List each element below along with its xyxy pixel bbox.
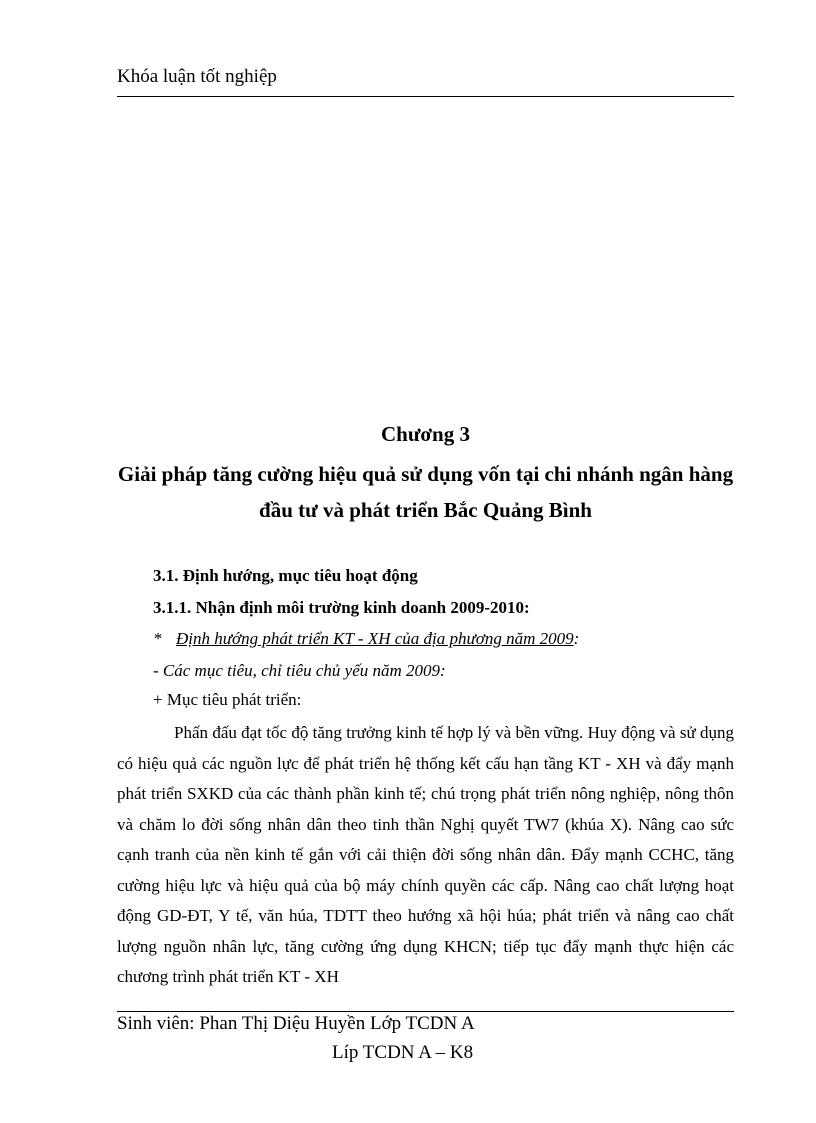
running-header: Khóa luận tốt nghiệp bbox=[117, 66, 277, 87]
chapter-number: Chương 3 bbox=[380, 422, 470, 446]
footer-student: Sinh viên: Phan Thị Diệu Huyền Lớp TCDN A bbox=[117, 1013, 475, 1034]
section-heading-3-1: 3.1. Định hướng, mục tiêu hoạt động bbox=[153, 566, 418, 585]
orientation-colon: : bbox=[573, 629, 580, 648]
orientation-bullet bbox=[153, 629, 579, 649]
chapter-title: Giải pháp tăng cường hiệu quả sử dụng vốn tại chi nhánh ngân hàng đầu tư và phát triển Bắc Quảng Bình bbox=[117, 462, 734, 522]
footer-class: Líp TCDN A – K8 bbox=[332, 1042, 474, 1063]
header-divider bbox=[117, 96, 734, 97]
targets-heading: - Các mục tiêu, chỉ tiêu chủ yếu năm 2009: bbox=[153, 661, 446, 680]
section-heading-3-1-1: 3.1.1. Nhận định môi trường kinh doanh 2009-2010: bbox=[153, 598, 530, 617]
development-goal-heading: + Mục tiêu phát triển: bbox=[153, 690, 302, 709]
body-paragraph: Phấn đấu đạt tốc độ tăng trưởng kinh tế hợp lý và bền vững. Huy động và sử dụng có hiệu quả các nguồn lực để phát triển hệ thống kết cấu hạn tầng KT - XH và đẩy mạnh phát triển SXKD của các thành phần kinh tế; chú trọng phát triển nông nghiệp, nông thôn và chăm lo đời sống nhân dân theo tinh thần Nghị quyết TW7 (khúa X). Nâng cao sức cạnh tranh của nền kinh tế gắn với cải thiện đời sống nhân dân. Đẩy mạnh CCHC, tăng cường hiệu lực và hiệu quả của bộ máy chính quyền các cấp. Nâng cao chất lượng hoạt động GD-ĐT, Y tế, văn húa, TDTT theo hướng xã hội húa; phát triển và nâng cao chất lượng nguồn nhân lực, tăng cường ứng dụng KHCN; tiếp tục đẩy mạnh thực hiện các chương trình phát triển KT - XH bbox=[117, 723, 734, 986]
bullet-marker: * bbox=[153, 629, 162, 648]
orientation-heading: Định hướng phát triển KT - XH của địa phương năm 2009 bbox=[176, 629, 574, 648]
footer-divider bbox=[117, 1011, 734, 1012]
